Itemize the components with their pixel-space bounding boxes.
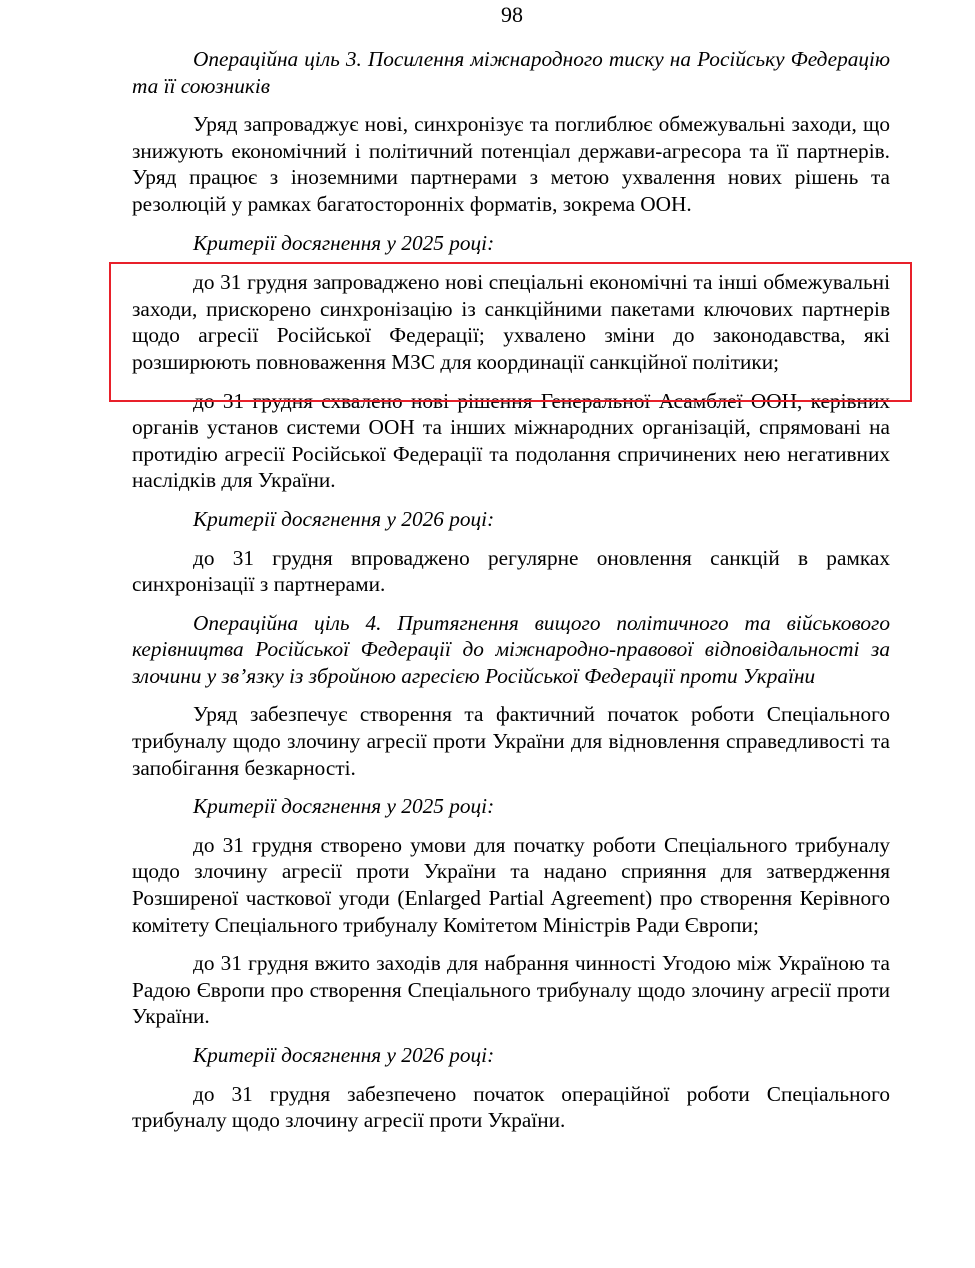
page-number: 98 (501, 2, 523, 27)
goal-3-criterion-sanctions-update: до 31 грудня впроваджено регулярне оновлення санкцій в рамках синхронізації з партнерами. (132, 545, 890, 597)
operational-goal-4-heading: Операційна ціль 4. Притягнення вищого політичного та військового керівництва Російської Федерації до міжнародно-правової відповідальності за злочини у зв’язку із збройною агресією Російської Федерації проти України (132, 610, 890, 688)
operational-goal-3-description: Уряд запроваджує нові, синхронізує та поглиблює обмежувальні заходи, що знижують економічний і політичний потенціал держави-агресора та її партнерів. Уряд працює з іноземними партнерами з метою ухвалення нових рішень та резолюцій у рамках багатосторонніх форматів, зокрема ООН. (132, 112, 890, 216)
goal-3-criteria-2025-heading: Критерії досягнення у 2025 році: (193, 230, 495, 255)
highlighted-passage (132, 269, 890, 375)
goal-3-criteria-2026-heading: Критерії досягнення у 2026 році: (193, 506, 495, 531)
goal-3-criterion-sanctions: до 31 грудня запроваджено нові спеціальні економічні та інші обмежувальні заходи, прискорено синхронізацію із санкційними пакетами ключових партнерів щодо агресії Російської Федерації; ухвалено зміни до законодавства, які розширюють повноваження МЗС для координації санкційної політики; (132, 270, 890, 374)
goal-4-criterion-tribunal-conditions: до 31 грудня створено умови для початку роботи Спеціального трибуналу щодо злочину агресії проти України та надано сприяння для затвердження Розширеної часткової угоди (Enlarged Partial Agreement) про створення Керівного комітету Спеціального трибуналу Комітетом Міністрів Ради Європи; (132, 832, 890, 937)
goal-4-criterion-tribunal-operation: до 31 грудня забезпечено початок операційної роботи Спеціального трибуналу щодо злочину агресії проти України. (132, 1081, 890, 1133)
goal-3-criterion-un-decisions: до 31 грудня схвалено нові рішення Генеральної Асамблеї ООН, керівних органів установ системи ООН та інших міжнародних організацій, спрямовані на протидію агресії Російської Федерації та подолання спричинених нею негативних наслідків для України. (132, 388, 890, 493)
operational-goal-4-description: Уряд забезпечує створення та фактичний початок роботи Спеціального трибуналу щодо злочину агресії проти України для відновлення справедливості та запобігання безкарності. (132, 702, 890, 780)
goal-4-criterion-agreement: до 31 грудня вжито заходів для набрання чинності Угодою між Україною та Радою Європи про створення Спеціального трибуналу щодо злочину агресії проти України. (132, 951, 890, 1029)
operational-goal-3-heading: Операційна ціль 3. Посилення міжнародного тиску на Російську Федерацію та її союзників (132, 47, 890, 98)
document-body (132, 46, 890, 1134)
goal-4-criteria-2026-heading: Критерії досягнення у 2026 році: (193, 1043, 495, 1067)
goal-4-criteria-2025-heading: Критерії досягнення у 2025 році: (193, 794, 495, 819)
